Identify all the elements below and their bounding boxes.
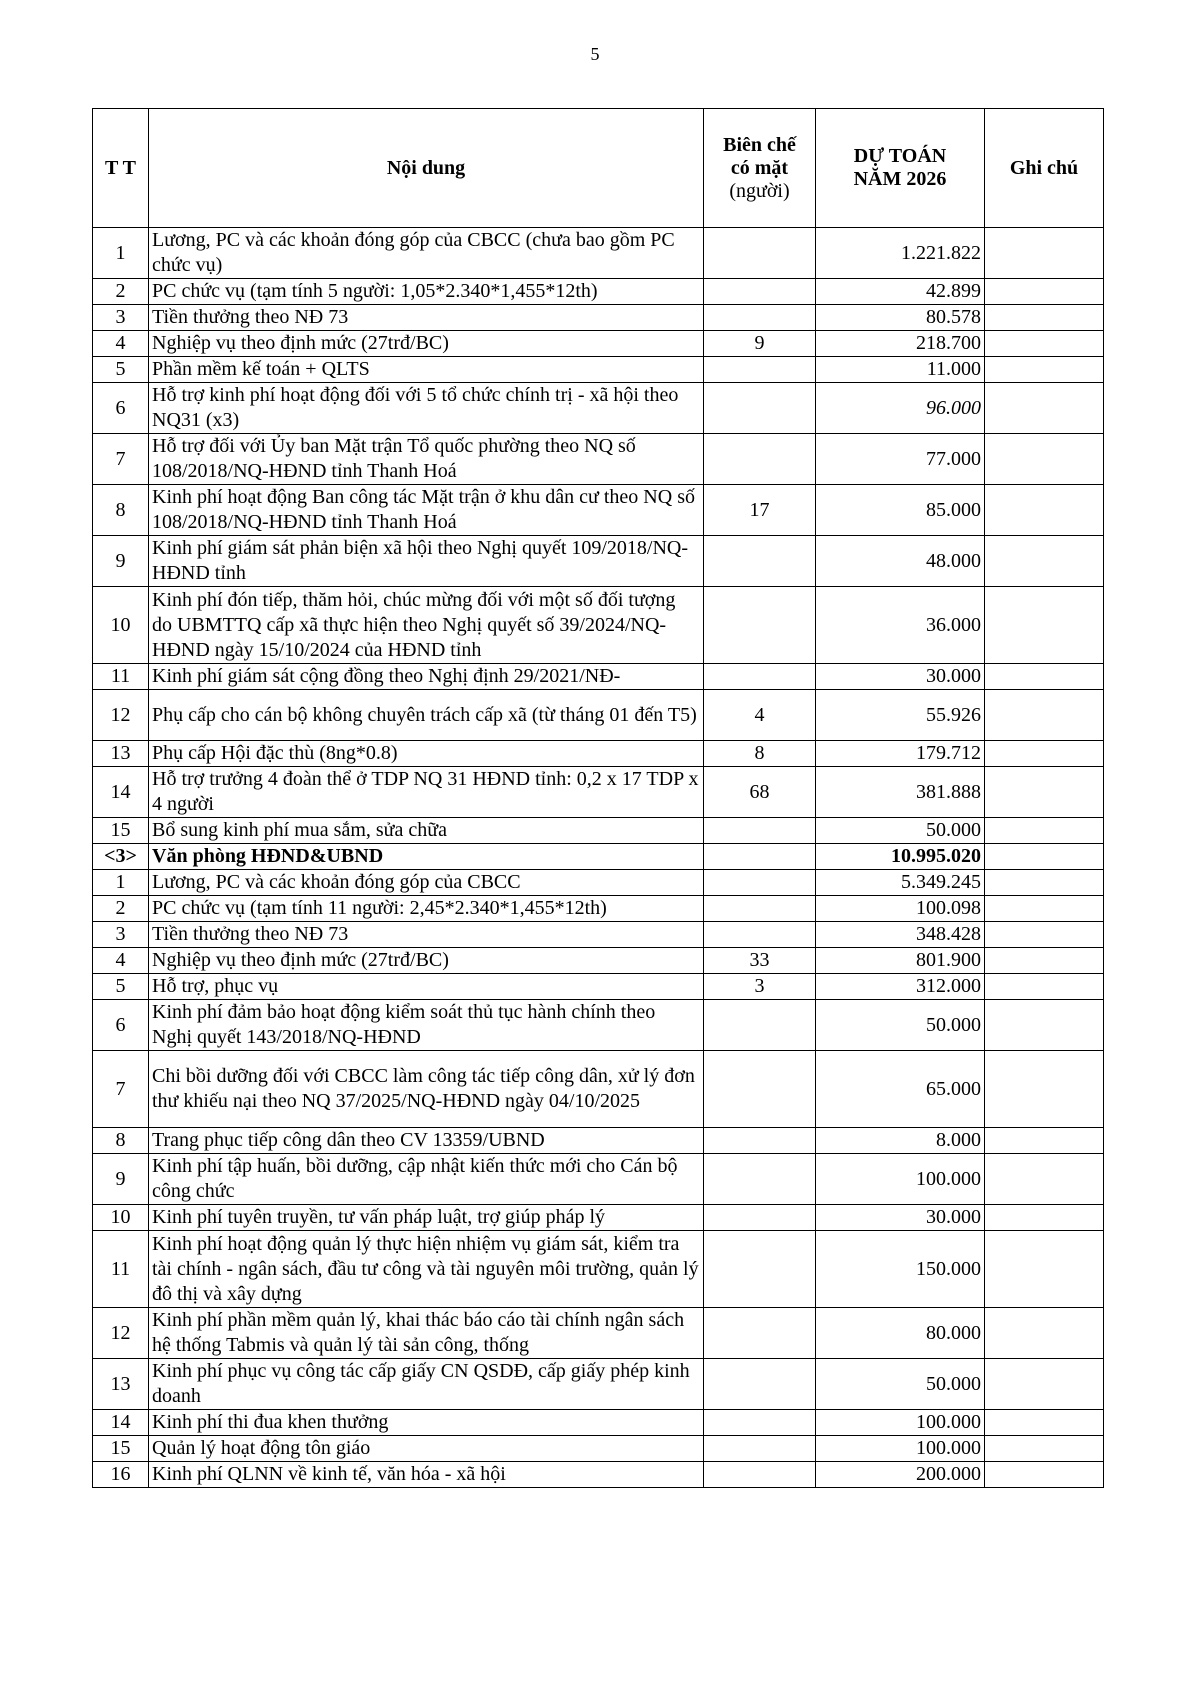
row-amount: 100.000 [816, 1410, 985, 1436]
row-content: PC chức vụ (tạm tính 11 người: 2,45*2.340*1,455*12th) [149, 896, 704, 922]
row-bienche [704, 357, 816, 383]
table-row [93, 664, 1104, 690]
row-note [985, 922, 1104, 948]
row-bienche [704, 279, 816, 305]
row-tt: 15 [93, 1436, 149, 1462]
table-row [93, 536, 1104, 587]
row-content: Nghiệp vụ theo định mức (27trđ/BC) [149, 948, 704, 974]
row-tt: 16 [93, 1462, 149, 1488]
row-bienche: 17 [704, 485, 816, 536]
budget-table [92, 108, 1104, 1488]
row-amount: 96.000 [816, 383, 985, 434]
row-bienche [704, 536, 816, 587]
table-row [93, 1308, 1104, 1359]
row-note [985, 1205, 1104, 1231]
row-note [985, 485, 1104, 536]
table-row [93, 1359, 1104, 1410]
row-amount: 30.000 [816, 664, 985, 690]
row-content: Kinh phí giám sát phản biện xã hội theo Nghị quyết 109/2018/NQ-HĐND tỉnh [149, 536, 704, 587]
row-content: Phụ cấp Hội đặc thù (8ng*0.8) [149, 741, 704, 767]
row-bienche: 4 [704, 690, 816, 741]
row-note [985, 1436, 1104, 1462]
row-note [985, 767, 1104, 818]
table-row [93, 383, 1104, 434]
row-content: PC chức vụ (tạm tính 5 người: 1,05*2.340*1,455*12th) [149, 279, 704, 305]
row-amount: 801.900 [816, 948, 985, 974]
row-tt: 7 [93, 434, 149, 485]
row-note [985, 1359, 1104, 1410]
row-tt: 8 [93, 1128, 149, 1154]
row-content: Hỗ trợ đối với Ủy ban Mặt trận Tổ quốc phường theo NQ số 108/2018/NQ-HĐND tỉnh Thanh Hoá [149, 434, 704, 485]
row-amount: 80.000 [816, 1308, 985, 1359]
row-note [985, 1000, 1104, 1051]
row-amount: 55.926 [816, 690, 985, 741]
row-tt: 8 [93, 485, 149, 536]
table-row [93, 228, 1104, 279]
row-tt: 12 [93, 690, 149, 741]
table-row [93, 1051, 1104, 1128]
row-content: Tiền thưởng theo NĐ 73 [149, 305, 704, 331]
row-content: Chi bồi dưỡng đối với CBCC làm công tác tiếp công dân, xử lý đơn thư khiếu nại theo NQ 37/2025/NQ-HĐND ngày 04/10/2025 [149, 1051, 704, 1128]
row-amount: 5.349.245 [816, 870, 985, 896]
row-bienche [704, 1410, 816, 1436]
row-tt: 2 [93, 279, 149, 305]
row-content: Kinh phí thi đua khen thưởng [149, 1410, 704, 1436]
row-amount: 42.899 [816, 279, 985, 305]
row-content: Kinh phí QLNN về kinh tế, văn hóa - xã hội [149, 1462, 704, 1488]
table-row [93, 1436, 1104, 1462]
table-row [93, 1231, 1104, 1308]
row-content: Kinh phí tuyên truyền, tư vấn pháp luật, trợ giúp pháp lý [149, 1205, 704, 1231]
row-tt: 6 [93, 383, 149, 434]
row-bienche [704, 228, 816, 279]
row-content: Kinh phí hoạt động quản lý thực hiện nhiệm vụ giám sát, kiểm tra tài chính - ngân sách, đầu tư công và tài nguyên môi trường, quản lý đô thị và xây dựng [149, 1231, 704, 1308]
row-amount: 30.000 [816, 1205, 985, 1231]
row-note [985, 383, 1104, 434]
table-row [93, 1205, 1104, 1231]
table-header-row [93, 109, 1104, 228]
row-content: Quản lý hoạt động tôn giáo [149, 1436, 704, 1462]
row-amount: 100.098 [816, 896, 985, 922]
row-amount: 100.000 [816, 1436, 985, 1462]
row-tt: 12 [93, 1308, 149, 1359]
row-tt: 5 [93, 357, 149, 383]
header-dutoan [816, 109, 985, 228]
row-amount: 50.000 [816, 1000, 985, 1051]
row-bienche [704, 1359, 816, 1410]
row-content: Bổ sung kinh phí mua sắm, sửa chữa [149, 818, 704, 844]
row-tt: 4 [93, 331, 149, 357]
row-note [985, 690, 1104, 741]
table-row [93, 1410, 1104, 1436]
table-row [93, 434, 1104, 485]
row-bienche [704, 305, 816, 331]
table-row [93, 818, 1104, 844]
table-row [93, 896, 1104, 922]
row-bienche [704, 896, 816, 922]
row-bienche: 8 [704, 741, 816, 767]
row-note [985, 974, 1104, 1000]
row-content: Tiền thưởng theo NĐ 73 [149, 922, 704, 948]
row-bienche: 33 [704, 948, 816, 974]
row-content: Lương, PC và các khoản đóng góp của CBCC (chưa bao gồm PC chức vụ) [149, 228, 704, 279]
header-bienche-line2: có mặt [730, 156, 789, 179]
row-content: Phụ cấp cho cán bộ không chuyên trách cấp xã (từ tháng 01 đến T5) [149, 690, 704, 741]
header-content: Nội dung [149, 109, 704, 228]
row-amount: 11.000 [816, 357, 985, 383]
table-row [93, 690, 1104, 741]
row-bienche [704, 818, 816, 844]
row-note [985, 434, 1104, 485]
row-note [985, 228, 1104, 279]
table-row [93, 870, 1104, 896]
row-amount: 200.000 [816, 1462, 985, 1488]
table-row [93, 305, 1104, 331]
table-row [93, 1000, 1104, 1051]
row-content: Văn phòng HĐND&UBND [149, 844, 704, 870]
row-content: Phần mềm kế toán + QLTS [149, 357, 704, 383]
row-bienche [704, 870, 816, 896]
row-note [985, 1051, 1104, 1128]
row-bienche [704, 587, 816, 664]
row-amount: 85.000 [816, 485, 985, 536]
row-bienche [704, 1308, 816, 1359]
row-bienche [704, 383, 816, 434]
row-amount: 381.888 [816, 767, 985, 818]
header-bienche [704, 109, 816, 228]
row-tt: 13 [93, 741, 149, 767]
row-amount: 1.221.822 [816, 228, 985, 279]
row-note [985, 948, 1104, 974]
row-amount: 8.000 [816, 1128, 985, 1154]
table-row [93, 974, 1104, 1000]
row-amount: 65.000 [816, 1051, 985, 1128]
row-note [985, 331, 1104, 357]
row-note [985, 741, 1104, 767]
row-tt: 7 [93, 1051, 149, 1128]
row-content: Kinh phí giám sát cộng đồng theo Nghị định 29/2021/NĐ- [149, 664, 704, 690]
row-tt: 11 [93, 664, 149, 690]
row-content: Nghiệp vụ theo định mức (27trđ/BC) [149, 331, 704, 357]
row-note [985, 1128, 1104, 1154]
row-tt: 4 [93, 948, 149, 974]
row-tt: 1 [93, 870, 149, 896]
row-bienche [704, 1436, 816, 1462]
row-tt: 5 [93, 974, 149, 1000]
row-tt: 3 [93, 305, 149, 331]
table-row [93, 331, 1104, 357]
row-bienche [704, 844, 816, 870]
header-dutoan-line1: DỰ TOÁN [853, 145, 947, 167]
table-row [93, 485, 1104, 536]
row-amount: 150.000 [816, 1231, 985, 1308]
row-note [985, 818, 1104, 844]
table-row [93, 1462, 1104, 1488]
header-bienche-line3: (người) [729, 179, 790, 202]
row-tt: 9 [93, 536, 149, 587]
header-dutoan-line2: NĂM 2026 [853, 168, 947, 190]
row-note [985, 1462, 1104, 1488]
row-bienche [704, 1051, 816, 1128]
table-row [93, 279, 1104, 305]
row-note [985, 664, 1104, 690]
row-tt: <3> [93, 844, 149, 870]
row-tt: 3 [93, 922, 149, 948]
row-tt: 14 [93, 767, 149, 818]
row-note [985, 536, 1104, 587]
page-number: 5 [590, 44, 600, 64]
row-content: Hỗ trợ trưởng 4 đoàn thể ở TDP NQ 31 HĐND tỉnh: 0,2 x 17 TDP x 4 người [149, 767, 704, 818]
table-row [93, 357, 1104, 383]
row-amount: 179.712 [816, 741, 985, 767]
row-content: Kinh phí phần mềm quản lý, khai thác báo cáo tài chính ngân sách hệ thống Tabmis và quản lý tài sản công, thống [149, 1308, 704, 1359]
row-content: Hỗ trợ, phục vụ [149, 974, 704, 1000]
table-row [93, 1128, 1104, 1154]
row-amount: 312.000 [816, 974, 985, 1000]
table-row [93, 587, 1104, 664]
table-row [93, 1154, 1104, 1205]
row-note [985, 1308, 1104, 1359]
row-content: Kinh phí tập huấn, bồi dưỡng, cập nhật kiến thức mới cho Cán bộ công chức [149, 1154, 704, 1205]
header-note: Ghi chú [985, 109, 1104, 228]
row-amount: 77.000 [816, 434, 985, 485]
row-note [985, 357, 1104, 383]
row-bienche: 9 [704, 331, 816, 357]
row-note [985, 844, 1104, 870]
row-amount: 48.000 [816, 536, 985, 587]
row-amount: 218.700 [816, 331, 985, 357]
row-tt: 9 [93, 1154, 149, 1205]
row-bienche [704, 922, 816, 948]
row-amount: 348.428 [816, 922, 985, 948]
row-content: Kinh phí phục vụ công tác cấp giấy CN QSDĐ, cấp giấy phép kinh doanh [149, 1359, 704, 1410]
row-note [985, 896, 1104, 922]
table-row [93, 922, 1104, 948]
header-tt: T T [93, 109, 149, 228]
row-note [985, 1410, 1104, 1436]
row-amount: 100.000 [816, 1154, 985, 1205]
row-bienche [704, 664, 816, 690]
table-row [93, 741, 1104, 767]
row-content: Kinh phí đảm bảo hoạt động kiểm soát thủ tục hành chính theo Nghị quyết 143/2018/NQ-HĐND [149, 1000, 704, 1051]
row-note [985, 1231, 1104, 1308]
row-tt: 10 [93, 1205, 149, 1231]
table-row [93, 948, 1104, 974]
row-bienche [704, 1154, 816, 1205]
row-content: Trang phục tiếp công dân theo CV 13359/UBND [149, 1128, 704, 1154]
row-bienche [704, 1462, 816, 1488]
row-tt: 1 [93, 228, 149, 279]
row-note [985, 587, 1104, 664]
row-bienche: 3 [704, 974, 816, 1000]
row-content: Lương, PC và các khoản đóng góp của CBCC [149, 870, 704, 896]
row-bienche [704, 1231, 816, 1308]
header-bienche-line1: Biên chế [723, 133, 796, 156]
table-row [93, 844, 1104, 870]
row-note [985, 305, 1104, 331]
row-amount: 50.000 [816, 1359, 985, 1410]
row-tt: 11 [93, 1231, 149, 1308]
row-bienche [704, 1205, 816, 1231]
row-note [985, 279, 1104, 305]
row-tt: 6 [93, 1000, 149, 1051]
row-tt: 15 [93, 818, 149, 844]
row-bienche: 68 [704, 767, 816, 818]
row-amount: 80.578 [816, 305, 985, 331]
row-tt: 13 [93, 1359, 149, 1410]
row-tt: 10 [93, 587, 149, 664]
row-tt: 14 [93, 1410, 149, 1436]
row-bienche [704, 1000, 816, 1051]
table-row [93, 767, 1104, 818]
row-note [985, 870, 1104, 896]
row-bienche [704, 1128, 816, 1154]
row-note [985, 1154, 1104, 1205]
row-content: Hỗ trợ kinh phí hoạt động đối với 5 tổ chức chính trị - xã hội theo NQ31 (x3) [149, 383, 704, 434]
row-content: Kinh phí hoạt động Ban công tác Mặt trận ở khu dân cư theo NQ số 108/2018/NQ-HĐND tỉnh Thanh Hoá [149, 485, 704, 536]
row-amount: 10.995.020 [816, 844, 985, 870]
row-amount: 36.000 [816, 587, 985, 664]
row-amount: 50.000 [816, 818, 985, 844]
row-tt: 2 [93, 896, 149, 922]
row-bienche [704, 434, 816, 485]
row-content: Kinh phí đón tiếp, thăm hỏi, chúc mừng đối với một số đối tượng do UBMTTQ cấp xã thực hiện theo Nghị quyết số 39/2024/NQ-HĐND ngày 15/10/2024 của HĐND tỉnh [149, 587, 704, 664]
